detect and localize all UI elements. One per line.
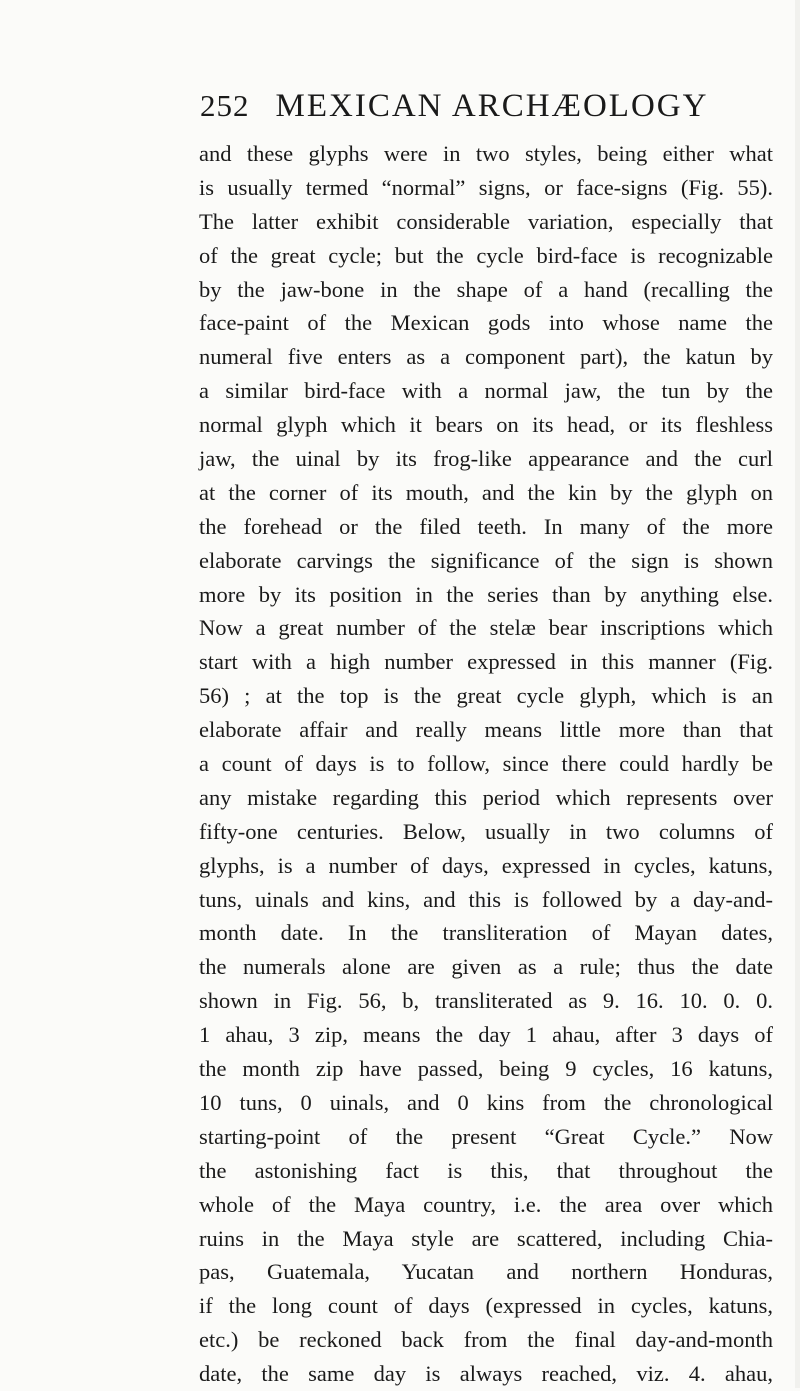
text-line: is usually termed “normal” signs, or face-signs (Fig. 55). <box>199 174 773 200</box>
text-line: The latter exhibit considerable variation, especially that <box>199 208 773 234</box>
text-line: any mistake regarding this period which represents over <box>199 784 773 810</box>
text-line: and these glyphs were in two styles, being either what <box>199 141 773 166</box>
page-edge-shadow <box>795 0 800 1388</box>
text-line: date, the same day is always reached, viz. 4. ahau, <box>199 1361 773 1387</box>
running-head <box>200 88 708 128</box>
text-line: more by its position in the series than by anything else. <box>199 581 773 607</box>
text-line: jaw, the uinal by its frog-like appearance and the curl <box>199 446 773 472</box>
text-line: ruins in the Maya style are scattered, including Chia- <box>199 1225 773 1251</box>
text-line: 1 ahau, 3 zip, means the day 1 ahau, after 3 days of <box>199 1022 773 1048</box>
text-line: of the great cycle; but the cycle bird-face is recognizable <box>199 242 773 268</box>
text-line: shown in Fig. 56, b, transliterated as 9. 16. 10. 0. 0. <box>199 988 773 1014</box>
running-title: MEXICAN ARCHÆOLOGY <box>275 88 709 124</box>
text-line: pas, Guatemala, Yucatan and northern Honduras, <box>199 1259 773 1285</box>
text-line: Now a great number of the stelæ bear inscriptions which <box>199 615 773 641</box>
text-line: elaborate carvings the significance of the sign is shown <box>199 547 773 573</box>
body-text <box>199 137 773 1391</box>
text-line: starting-point of the present “Great Cycle.” Now <box>199 1123 773 1149</box>
text-line: etc.) be reckoned back from the final day-and-month <box>199 1327 773 1353</box>
text-line: month date. In the transliteration of Mayan dates, <box>199 920 773 946</box>
text-line: start with a high number expressed in this manner (Fig. <box>199 649 773 675</box>
text-line: a count of days is to follow, since there could hardly be <box>199 751 773 777</box>
text-line: 56) ; at the top is the great cycle glyph, which is an <box>199 683 773 709</box>
text-line: if the long count of days (expressed in cycles, katuns, <box>199 1293 773 1319</box>
text-line: numeral five enters as a component part), the katun by <box>199 344 773 370</box>
text-line: 10 tuns, 0 uinals, and 0 kins from the chronological <box>199 1089 773 1115</box>
text-line: the month zip have passed, being 9 cycles, 16 katuns, <box>199 1056 773 1082</box>
text-line: at the corner of its mouth, and the kin by the glyph on <box>199 479 773 505</box>
text-line: fifty-one centuries. Below, usually in two columns of <box>199 818 773 844</box>
text-line: by the jaw-bone in the shape of a hand (recalling the <box>199 276 773 302</box>
text-line: the numerals alone are given as a rule; thus the date <box>199 954 773 980</box>
text-line: glyphs, is a number of days, expressed in cycles, katuns, <box>199 852 773 878</box>
text-line: a similar bird-face with a normal jaw, the tun by the <box>199 378 773 404</box>
text-line: face-paint of the Mexican gods into whose name the <box>199 310 773 336</box>
text-line: normal glyph which it bears on its head, or its fleshless <box>199 412 773 438</box>
text-line: elaborate affair and really means little more than that <box>199 717 773 743</box>
text-line: tuns, uinals and kins, and this is followed by a day-and- <box>199 886 773 912</box>
text-line: whole of the Maya country, i.e. the area over which <box>199 1191 773 1217</box>
page-number: 252 <box>200 88 250 123</box>
text-line: the astonishing fact is this, that throughout the <box>199 1157 773 1183</box>
text-line: the forehead or the filed teeth. In many of the more <box>199 513 773 539</box>
